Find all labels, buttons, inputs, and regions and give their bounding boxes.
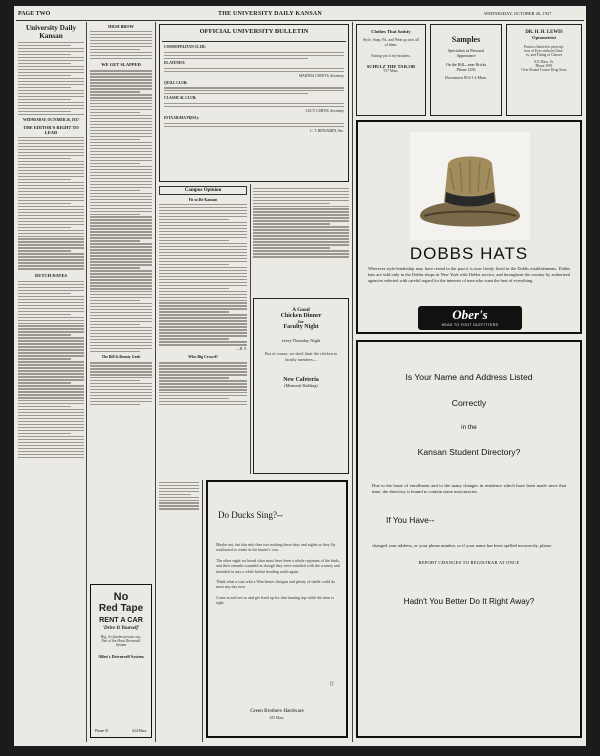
ad-red-tape: Red Tape	[98, 603, 144, 614]
chicken-memorial: (Memorial Building)	[284, 383, 318, 388]
samples-headline: Samples	[451, 35, 481, 44]
lewis-line3: es, and Fitting of Glasses	[525, 53, 563, 57]
editorial-heading-right-to-lead: THE EDITOR'S RIGHT TO LEAD	[23, 125, 79, 136]
column-2b-text	[159, 480, 199, 738]
chicken-faculty-night: Faculty Night	[283, 324, 319, 330]
editorial-text-5	[90, 362, 152, 405]
ducks-body	[216, 542, 340, 606]
dobbs-hat-image	[410, 132, 530, 240]
directory-q3: in the	[461, 424, 477, 431]
directory-q2: Correctly	[451, 398, 487, 408]
chicken-a-good: A Good	[292, 307, 310, 313]
column-rule	[86, 22, 87, 742]
editorial-heading-slapped: WE GET SLAPPED	[101, 62, 141, 68]
ducks-p3: Think what a vast with a Winchester shotgun and plenty of shells could do most any day now.	[216, 579, 336, 590]
editorial-heading-high-brow: HIGH BROW	[108, 24, 134, 29]
masthead-dateline: WEDNESDAY, OCTOBER 26, 1927	[23, 118, 79, 123]
lewis-line4: 811 Mass. St.	[534, 60, 554, 64]
rent-a-car-ad	[90, 584, 152, 738]
ad-part-of: Part of the Horn Drivurself	[101, 639, 141, 643]
campus-opinion-title: Campus Opinion	[159, 186, 247, 195]
hat-illustration	[410, 132, 530, 240]
ducks-p4: Come in and see us and get fixed up for that hunting trip while the time is right.	[216, 594, 334, 606]
chicken-every-thursday: every Thursday Night	[281, 338, 321, 343]
lewis-line2: tion of Eyes without Glass-	[524, 49, 564, 53]
campus-opinion	[159, 186, 247, 476]
bulletin-sign-benjamin: C. T. BENJAMIN, Sec.	[310, 128, 344, 133]
column-rule-5	[352, 22, 353, 742]
editorial-text-2	[18, 281, 84, 458]
header-rule	[16, 20, 584, 21]
chicken-for: for	[298, 319, 304, 324]
clothes-headline: Clothes That Satisfy	[371, 29, 411, 34]
samples-line4: Phone 1256	[456, 67, 476, 72]
editorial-heading-bill-beauty: The Bill Is Beauty Garb	[101, 355, 141, 360]
directory-q4: Kansan Student Directory?	[417, 447, 521, 457]
bulletin-body	[164, 45, 344, 134]
campus-opinion-subtitle: Fit to Be Kansan	[188, 197, 218, 202]
bulletin-quill-club: QUILL CLUB:	[164, 80, 188, 85]
obers-logo	[418, 306, 522, 330]
column-rule-4	[202, 480, 203, 742]
bulletin-sign-lucy: LUCY CURTIS, Secretary	[305, 109, 344, 114]
ducks-p1: Maybe not, but this mitt thee two nothing these days and nights so they fly southward to create in the hunter's con.	[216, 542, 336, 553]
column-rule-3	[250, 184, 251, 474]
masthead-staff	[18, 42, 84, 115]
samples-line5: Downtown 814-1-2 Mass.	[445, 75, 487, 80]
page-number: PAGE TWO	[18, 11, 51, 17]
campus-opinion-text	[159, 204, 247, 346]
directory-report: REPORT CHANGES TO REGISTRAR AT ONCE	[418, 559, 520, 565]
ad-no: No	[113, 591, 129, 603]
directory-hadnt: Hadn't You Better Do It Right Away?	[403, 596, 535, 606]
editorial-text-4	[90, 70, 152, 352]
editorial-heading-dutch-dates: DUTCH DATES	[34, 272, 68, 278]
editorial-column-2	[90, 24, 152, 580]
campus-opinion-cont	[253, 186, 349, 294]
dobbs-hats-ad	[356, 120, 582, 334]
header-title: THE UNIVERSITY DAILY KANSAN	[218, 11, 322, 17]
samples-line3: On the Hill—near Bricks	[445, 62, 487, 67]
editorial-column	[18, 24, 84, 739]
lewis-name: DR. H. H. LEWIS	[525, 30, 563, 35]
campus-opinion-text-3	[253, 188, 349, 258]
clothes-address: 917 Mass.	[383, 69, 399, 73]
directory-ad	[356, 340, 582, 738]
chicken-new-cafeteria: New Cafeteria	[283, 377, 319, 383]
running-header	[14, 8, 586, 20]
lewis-line5: Phone 1091	[535, 64, 553, 68]
dobbs-headline: DOBBS HATS	[409, 244, 529, 263]
ad-allens: Allen's Drivurself System	[98, 654, 144, 659]
bulletin-sign-martha: MARTHA CROFTS, Secretary	[298, 73, 344, 78]
campus-opinion-who-big: Who Big Crowd?	[188, 354, 218, 360]
header-date: WEDNESDAY, OCTOBER 26, 1927	[484, 11, 552, 16]
lewis-line1: Practice limited to prescrip-	[523, 45, 564, 49]
ad-cars: Big, 4-cylinder private cars,	[100, 635, 142, 639]
obers-tag: HEAD TO FOOT OUTFITTERS	[441, 323, 499, 327]
campus-opinion-signature: —R. S.	[236, 347, 247, 352]
samples-line1: Specialists in Personal	[448, 48, 484, 53]
chicken-but-of-course: But of course, we don't limit the chicken to faculty members—	[264, 351, 338, 362]
ducks-address: 635 Mass.	[269, 716, 285, 720]
column-rule-2	[155, 22, 156, 742]
ad-rent-a-car: RENT A CAR	[99, 615, 143, 624]
clothes-note: Suiting you is my business.	[371, 54, 411, 58]
bulletin-iota-sigma-pi: IOTA SIGMA PI(DA):	[164, 116, 199, 121]
chicken-dinner-ad	[253, 298, 349, 474]
clothes-ad	[356, 24, 426, 116]
bulletin-el-ateneo: EL ATENEO:	[164, 60, 186, 65]
editorial-text-3	[90, 31, 152, 59]
lewis-ad	[506, 24, 582, 116]
ducks-store: Green Brothers Hardware	[250, 708, 304, 714]
dobbs-body: Wherever style-leadership may have rested in the past it is now firmly fixed in the Dobbs establishments. Dobbs hats are sold only in the Dobbs shops in New York with Dobbs service, and throughout the country by authorized agencies selected with careful regard for the interests of men who want the best of everything.	[368, 266, 570, 283]
ad-phone: Phone 65	[95, 729, 109, 733]
bottom-mark: 0	[330, 680, 334, 688]
ducks-headline: Do Ducks Sing?--	[218, 510, 283, 520]
bulletin-cosmopolitan: COSMOPOLITAN CLUB:	[164, 45, 206, 49]
campus-opinion-text-2	[159, 362, 247, 405]
chicken-dinner: Chicken Dinner	[280, 313, 322, 319]
lewis-title: Optometrist	[532, 35, 556, 40]
ducks-sing-ad	[206, 480, 348, 738]
directory-changes: changed your address, or your phone number, or if your name has been spelled incorrectly, please	[372, 543, 552, 549]
bulletin-title: OFFICIAL UNIVERSITY BULLETIN	[199, 28, 309, 35]
samples-ad	[430, 24, 502, 116]
directory-q1: Is Your Name and Address Listed	[405, 372, 533, 382]
directory-body: Due to the haste of enrollment and to the many changes in residence which have been made since that time, the directory is bound to contain some inaccuracies.	[372, 483, 566, 495]
ducks-p2: The other night we heard what must have been a whole regiment of the birds, and their remarks sounded as though they were satisfied with the country and intended to stay a while before heading south again.	[216, 557, 340, 574]
bulletin-classical-club: CLASSICAL CLUB:	[164, 96, 197, 101]
ad-address: 624 Mass.	[132, 729, 147, 733]
newspaper-page	[14, 6, 586, 746]
official-bulletin	[159, 24, 349, 182]
column-2b-lines	[159, 482, 199, 510]
clothes-tailor: SCHULZ THE TAILOR	[366, 64, 416, 69]
lewis-line6: Over Round Corner Drug Store	[521, 68, 567, 72]
masthead-name: University Daily Kansan	[25, 24, 77, 40]
clothes-body: Style, Snap, Fit, and Wear go into all of them.	[363, 38, 419, 47]
obers-name: Ober's	[452, 307, 488, 322]
ad-drive-it: 'Drive It Yourself'	[102, 626, 140, 631]
editorial-text	[18, 137, 84, 270]
samples-line2: Appearance	[456, 53, 476, 58]
directory-if-you-have: If You Have--	[386, 515, 435, 526]
ad-system: System	[115, 643, 127, 647]
